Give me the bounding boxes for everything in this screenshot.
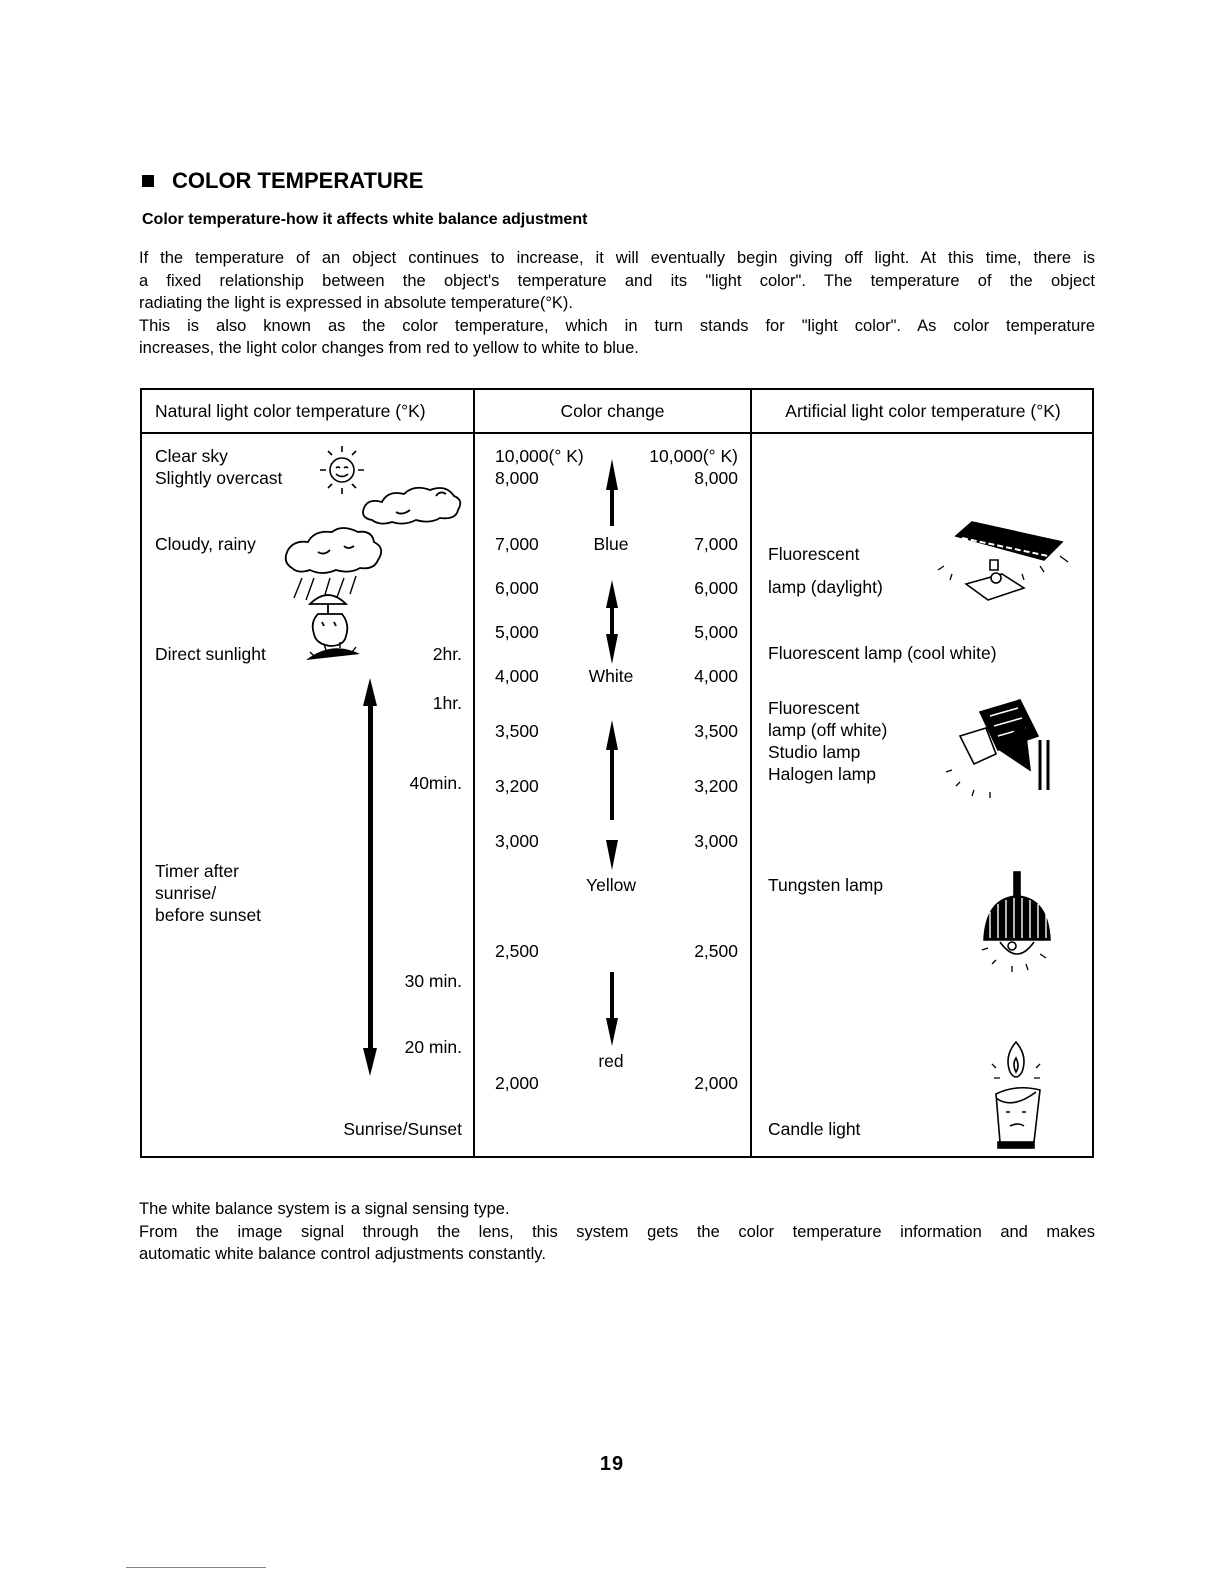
footer-rule xyxy=(126,1567,266,1568)
temp-right: 2,500 xyxy=(694,941,738,961)
tungsten-lamp-icon xyxy=(982,872,1050,972)
temp-left: 2,500 xyxy=(495,941,539,961)
page-number: 19 xyxy=(599,1453,625,1475)
tungsten-lamp-label: Tungsten lamp xyxy=(768,875,884,895)
fluorescent-lamp-icon xyxy=(938,522,1068,600)
halogen-lamp-label: Halogen lamp xyxy=(768,764,876,784)
time-label: 30 min. xyxy=(404,971,462,991)
intro-line: increases, the light color changes from red to yellow to white to blue. xyxy=(139,339,639,357)
fluorescent-off-label: Fluorescent xyxy=(768,698,860,718)
fluorescent-daylight-label: Fluorescent xyxy=(768,544,860,564)
slightly-overcast-label: Slightly overcast xyxy=(155,468,283,488)
intro-line: This is also known as the color temperature, which in turn stands for "light color". As color temperature xyxy=(139,316,1095,335)
temp-left: 10,000(° K) xyxy=(495,446,584,466)
cloudy-rainy-label: Cloudy, rainy xyxy=(155,534,256,554)
temp-right: 2,000 xyxy=(694,1073,738,1093)
temp-left: 7,000 xyxy=(495,534,539,554)
time-label: 40min. xyxy=(409,773,462,793)
temp-left: 3,000 xyxy=(495,831,539,851)
temp-left: 5,000 xyxy=(495,622,539,642)
temp-right: 7,000 xyxy=(694,534,738,554)
candle-light-label: Candle light xyxy=(768,1119,861,1139)
temp-right: 6,000 xyxy=(694,578,738,598)
sunrise-sunset-label: Sunrise/Sunset xyxy=(343,1119,462,1139)
direct-sunlight-label: Direct sunlight xyxy=(155,644,266,664)
fluorescent-daylight-label: lamp (daylight) xyxy=(768,577,883,597)
heading-text: COLOR TEMPERATURE xyxy=(172,168,424,193)
timer-label: before sunset xyxy=(155,905,262,925)
closing-line: automatic white balance control adjustments constantly. xyxy=(139,1245,546,1263)
temp-left: 3,200 xyxy=(495,776,539,796)
color-label-blue: Blue xyxy=(593,534,629,554)
temp-left: 6,000 xyxy=(495,578,539,598)
header-natural: Natural light color temperature (°K) xyxy=(155,401,426,421)
header-color-change: Color change xyxy=(560,401,665,421)
time-label: 20 min. xyxy=(404,1037,462,1057)
temp-right: 8,000 xyxy=(694,468,738,488)
closing-line: From the image signal through the lens, this system gets the color temperature information and makes xyxy=(139,1222,1095,1241)
color-label-red: red xyxy=(598,1051,624,1071)
temp-left: 4,000 xyxy=(495,666,539,686)
temp-left: 8,000 xyxy=(495,468,539,488)
clear-sky-label: Clear sky xyxy=(155,446,228,466)
color-label-white: White xyxy=(588,666,634,686)
intro-line: If the temperature of an object continues to increase, it will eventually begin giving off light. At this time, there is xyxy=(139,249,1095,267)
studio-lamp-label: Studio lamp xyxy=(768,742,861,762)
timer-label: Timer after xyxy=(155,861,239,881)
color-label-yellow: Yellow xyxy=(586,875,636,895)
time-label: 2hr. xyxy=(432,644,462,664)
temp-right: 10,000(° K) xyxy=(649,446,738,466)
temp-left: 3,500 xyxy=(495,721,539,741)
fluorescent-cool-label: Fluorescent lamp (cool white) xyxy=(768,643,997,663)
temp-left: 2,000 xyxy=(495,1073,539,1093)
timer-label: sunrise/ xyxy=(155,883,217,903)
temp-right: 5,000 xyxy=(694,622,738,642)
temp-right: 4,000 xyxy=(694,666,738,686)
intro-line: a fixed relationship between the object's temperature and its "light color". The temperature of the object xyxy=(139,271,1095,290)
temp-right: 3,200 xyxy=(694,776,738,796)
temp-right: 3,000 xyxy=(694,831,738,851)
candle-icon xyxy=(992,1042,1040,1148)
intro-line: radiating the light is expressed in absolute temperature(°K). xyxy=(139,294,573,312)
closing-paragraph xyxy=(139,1198,1095,1266)
studio-lamp-icon xyxy=(946,700,1048,798)
temp-right: 3,500 xyxy=(694,721,738,741)
fluorescent-off-label: lamp (off white) xyxy=(768,720,888,740)
subheading: Color temperature-how it affects white balance adjustment xyxy=(142,211,588,228)
closing-line: The white balance system is a signal sensing type. xyxy=(139,1200,510,1218)
time-label: 1hr. xyxy=(432,693,462,713)
header-artificial: Artificial light color temperature (°K) xyxy=(785,401,1061,421)
